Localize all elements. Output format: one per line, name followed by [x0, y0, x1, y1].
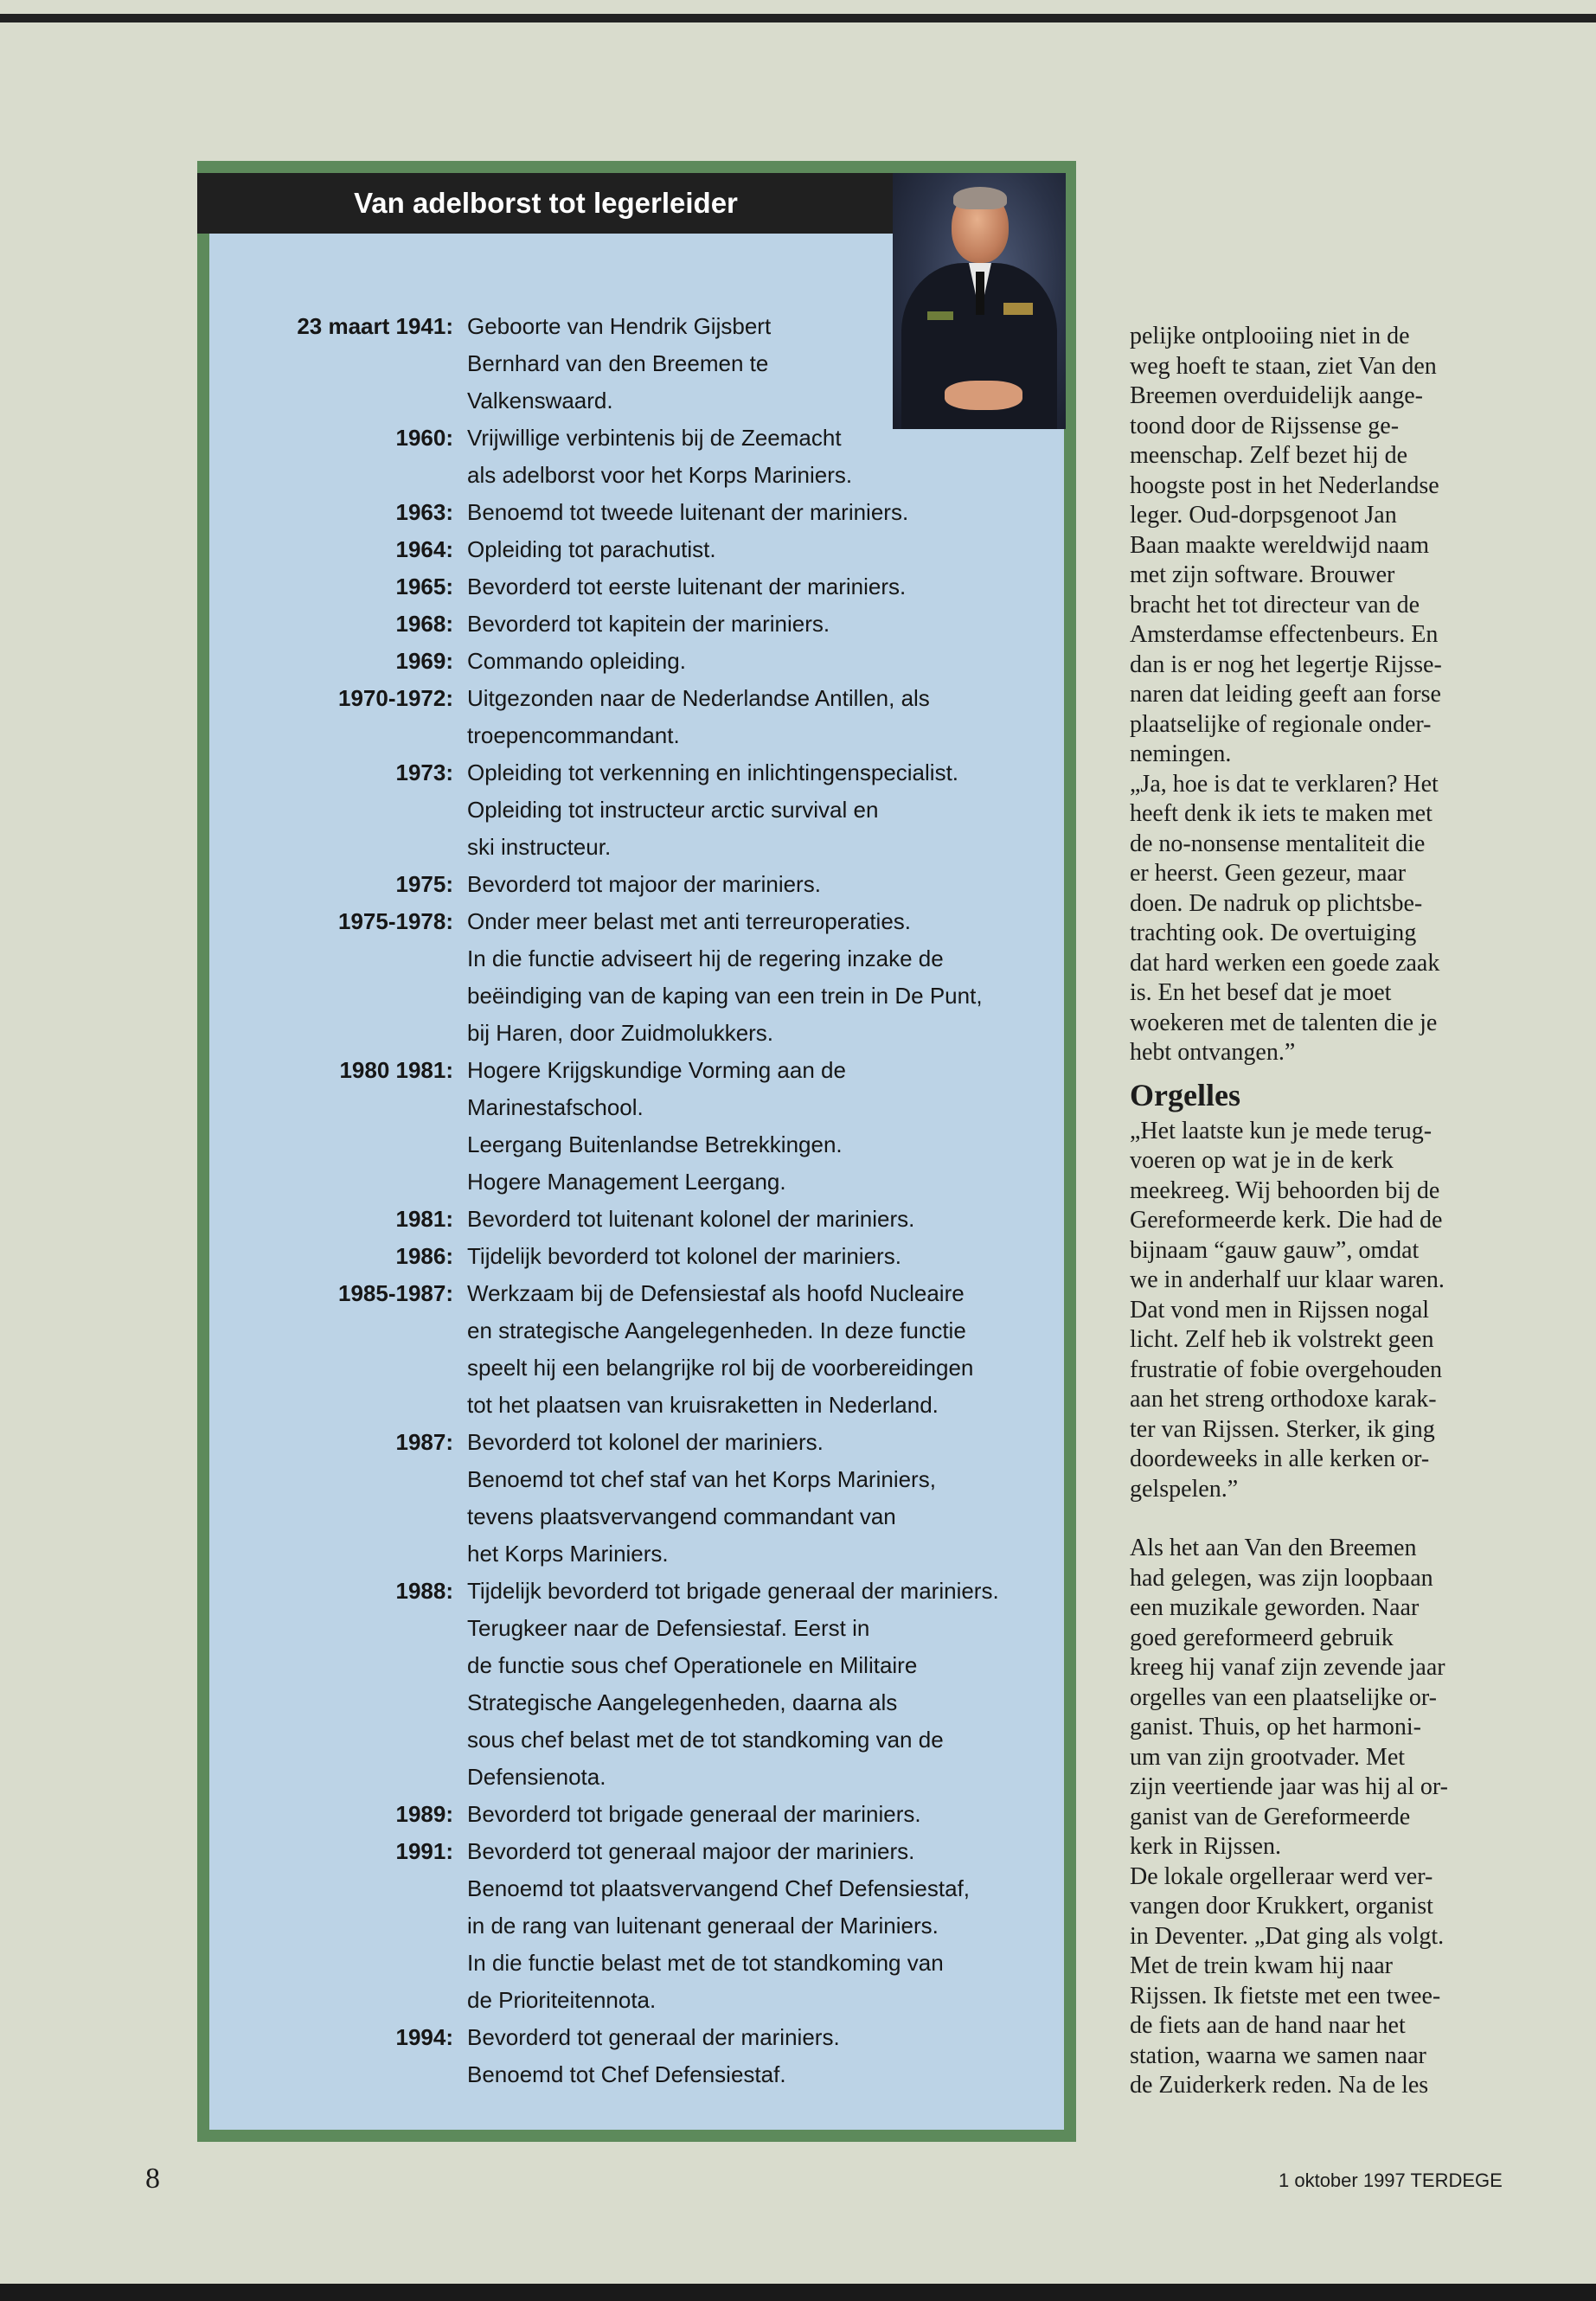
entry-date: 1989: [395, 1801, 453, 1827]
entry-line: Leergang Buitenlandse Betrekkingen. [467, 1131, 843, 1157]
article-line: heeft denk ik iets te maken met [1130, 800, 1433, 827]
entry-line: de functie sous chef Operationele en Militaire [467, 1652, 918, 1678]
entry-date: 1991: [395, 1838, 453, 1864]
article-line: „Het laatste kun je mede terug- [1130, 1117, 1433, 1144]
article-line: doen. De nadruk op plichtsbe- [1130, 889, 1423, 917]
entry-line: Bevorderd tot luitenant kolonel der mariniers. [467, 1206, 915, 1232]
timeline-entry [225, 420, 1055, 494]
article-paragraph-3 [1130, 1534, 1493, 2101]
footer-issue: 1 oktober 1997 TERDEGE [1279, 2170, 1503, 2191]
article-line: um van zijn grootvader. Met [1130, 1743, 1406, 1771]
entry-line: In die functie adviseert hij de regering inzake de [467, 945, 944, 971]
entry-line: Vrijwillige verbintenis bij de Zeemacht [467, 425, 842, 451]
article-line: dat hard werken een goede zaak [1130, 949, 1440, 977]
article-column [1130, 322, 1493, 2101]
entry-description [467, 680, 1055, 754]
entry-description [467, 568, 1055, 606]
entry-line: het Korps Mariniers. [467, 1541, 669, 1567]
entry-line: Benoemd tot tweede luitenant der mariniers. [467, 499, 909, 525]
article-line: de fiets aan de hand naar het [1130, 2012, 1406, 2039]
timeline-entry [225, 1424, 1055, 1573]
article-line: voeren op wat je in de kerk [1130, 1147, 1394, 1174]
entry-line: Commando opleiding. [467, 648, 686, 674]
entry-date: 1975: [395, 871, 453, 897]
entry-description [467, 308, 1055, 420]
article-line: de no-nonsense mentaliteit die [1130, 830, 1426, 857]
article-line: hoogste post in het Nederlandse [1130, 471, 1439, 499]
article-line: kreeg hij vanaf zijn zevende jaar [1130, 1654, 1445, 1681]
entry-line: Valkenswaard. [467, 388, 613, 413]
timeline-entry [225, 754, 1055, 866]
article-line: Breemen overduidelijk aange- [1130, 382, 1423, 409]
article-line: zijn veertiende jaar was hij al or- [1130, 1773, 1448, 1800]
article-line: ganist. Thuis, op het harmoni- [1130, 1714, 1421, 1740]
entry-line: en strategische Aangelegenheden. In deze functie [467, 1317, 966, 1343]
timeline-entry [225, 903, 1055, 1052]
entry-line: als adelborst voor het Korps Mariniers. [467, 462, 853, 488]
timeline-entry [225, 1573, 1055, 1796]
article-line: weg hoeft te staan, ziet Van den [1130, 352, 1437, 380]
article-paragraph-2 [1130, 1117, 1493, 1505]
article-line: met zijn software. Brouwer [1130, 561, 1395, 588]
entry-description [467, 1052, 1055, 1201]
entry-line: tevens plaatsvervangend commandant van [467, 1503, 896, 1529]
timeline-entry [225, 531, 1055, 568]
entry-line: Opleiding tot parachutist. [467, 536, 716, 562]
timeline-entry [225, 1052, 1055, 1201]
timeline-entry [225, 568, 1055, 606]
entry-line: Bernhard van den Breemen te [467, 350, 769, 376]
entry-date: 1970-1972: [338, 685, 453, 711]
entry-description [467, 1275, 1055, 1424]
entry-line: Bevorderd tot eerste luitenant der mariniers. [467, 574, 907, 599]
article-line: we in anderhalf uur klaar waren. [1130, 1266, 1445, 1293]
article-line: naren dat leiding geeft aan forse [1130, 681, 1441, 708]
article-line: Als het aan Van den Breemen [1130, 1535, 1417, 1561]
entry-line: de Prioriteitennota. [467, 1987, 657, 2013]
entry-date: 23 maart 1941: [297, 313, 453, 339]
entry-line: sous chef belast met de tot standkoming van de [467, 1727, 944, 1753]
article-line: Amsterdamse effectenbeurs. En [1130, 621, 1439, 648]
article-line: meenschap. Zelf bezet hij de [1130, 442, 1408, 469]
entry-date: 1969: [395, 648, 453, 674]
article-line: frustratie of fobie overgehouden [1130, 1356, 1443, 1383]
entry-date: 1981: [395, 1206, 453, 1232]
article-line: doordeweeks in alle kerken or- [1130, 1445, 1430, 1472]
article-line: nemingen. [1130, 740, 1232, 767]
entry-line: Benoemd tot plaatsvervangend Chef Defensiestaf, [467, 1875, 971, 1901]
entry-line: Strategische Aangelegenheden, daarna als [467, 1689, 898, 1715]
article-line: woekeren met de talenten die je [1130, 1009, 1438, 1036]
entry-date: 1973: [395, 760, 453, 785]
entry-line: Bevorderd tot brigade generaal der mariniers. [467, 1801, 921, 1827]
entry-line: Opleiding tot instructeur arctic survival en [467, 797, 879, 823]
entry-line: Tijdelijk bevorderd tot brigade generaal der mariniers. [467, 1578, 999, 1604]
top-rule [0, 14, 1596, 22]
article-line: De lokale orgelleraar werd ver- [1130, 1862, 1433, 1890]
article-line: bijnaam “gauw gauw”, omdat [1130, 1236, 1420, 1264]
article-line: is. En het besef dat je moet [1130, 979, 1392, 1006]
entry-line: Bevorderd tot kolonel der mariniers. [467, 1429, 824, 1455]
entry-line: speelt hij een belangrijke rol bij de voorbereidingen [467, 1355, 974, 1381]
entry-description [467, 1424, 1055, 1573]
article-line: leger. Oud-dorpsgenoot Jan [1130, 502, 1397, 529]
timeline-entry [225, 494, 1055, 531]
timeline-entry [225, 2019, 1055, 2093]
entry-line: In die functie belast met de tot standkoming van [467, 1950, 944, 1976]
entry-date: 1968: [395, 611, 453, 637]
entry-line: Geboorte van Hendrik Gijsbert [467, 313, 772, 339]
timeline-entry [225, 606, 1055, 643]
entry-line: Onder meer belast met anti terreuroperaties. [467, 908, 912, 934]
entry-line: Benoemd tot chef staf van het Korps Mariniers, [467, 1466, 936, 1492]
entry-description [467, 1833, 1055, 2019]
entry-line: Terugkeer naar de Defensiestaf. Eerst in [467, 1615, 870, 1641]
entry-date: 1985-1987: [338, 1280, 453, 1306]
article-line: aan het streng orthodoxe karak- [1130, 1386, 1437, 1413]
article-line: toond door de Rijssense ge- [1130, 412, 1400, 439]
timeline-entry [225, 680, 1055, 754]
article-line: station, waarna we samen naar [1130, 2041, 1426, 2069]
portrait-hair [953, 187, 1007, 209]
article-line: goed gereformeerd gebruik [1130, 1624, 1394, 1651]
article-line: hebt ontvangen.” [1130, 1039, 1296, 1066]
timeline-entry [225, 1238, 1055, 1275]
entry-line: beëindiging van de kaping van een trein in De Punt, [467, 983, 983, 1009]
article-paragraph-1 [1130, 322, 1493, 1068]
article-line: Rijssen. Ik fietste met een twee- [1130, 1982, 1441, 2009]
entry-description [467, 2019, 1055, 2093]
entry-date: 1965: [395, 574, 453, 599]
entry-line: Hogere Krijgskundige Vorming aan de [467, 1057, 846, 1083]
entry-line: Defensienota. [467, 1764, 606, 1790]
article-line: er heerst. Geen gezeur, maar [1130, 860, 1407, 887]
timeline-entry [225, 1796, 1055, 1833]
timeline-entry [225, 308, 1055, 420]
entry-line: Tijdelijk bevorderd tot kolonel der mariniers. [467, 1243, 901, 1269]
entry-date: 1987: [395, 1429, 453, 1455]
article-line: Met de trein kwam hij naar [1130, 1952, 1394, 1979]
entry-description [467, 531, 1055, 568]
entry-line: in de rang van luitenant generaal der Mariniers. [467, 1913, 939, 1939]
entry-line: Benoemd tot Chef Defensiestaf. [467, 2061, 786, 2087]
article-line: orgelles van een plaatselijke or- [1130, 1683, 1438, 1711]
article-line: kerk in Rijssen. [1130, 1833, 1281, 1860]
entry-description [467, 1238, 1055, 1275]
paragraph-gap [1130, 1504, 1493, 1534]
entry-line: Bevorderd tot kapitein der mariniers. [467, 611, 830, 637]
article-line: Gereformeerde kerk. Die had de [1130, 1207, 1443, 1234]
entry-description [467, 1573, 1055, 1796]
article-line: trachting ook. De overtuiging [1130, 920, 1417, 946]
article-line: pelijke ontplooiing niet in de [1130, 323, 1410, 349]
timeline-entry [225, 1275, 1055, 1424]
entry-description [467, 1201, 1055, 1238]
article-line: plaatselijke of regionale onder- [1130, 710, 1432, 738]
box-title: Van adelborst tot legerleider [197, 173, 894, 234]
article-line: „Ja, hoe is dat te verklaren? Het [1130, 770, 1439, 798]
timeline-entry [225, 643, 1055, 680]
timeline-entry [225, 866, 1055, 903]
entry-line: Bevorderd tot generaal der mariniers. [467, 2024, 840, 2050]
entry-line: Opleiding tot verkenning en inlichtingenspecialist. [467, 760, 959, 785]
article-line: licht. Zelf heb ik volstrekt geen [1130, 1326, 1434, 1353]
entry-date: 1988: [395, 1578, 453, 1604]
entry-description [467, 866, 1055, 903]
article-line: de Zuiderkerk reden. Na de les [1130, 2072, 1429, 2099]
entry-line: tot het plaatsen van kruisraketten in Nederland. [467, 1392, 939, 1418]
page-number: 8 [145, 2163, 160, 2195]
article-line: Dat vond men in Rijssen nogal [1130, 1296, 1430, 1324]
entry-line: Marinestafschool. [467, 1094, 644, 1120]
entry-line: ski instructeur. [467, 834, 612, 860]
article-line: Baan maakte wereldwijd naam [1130, 531, 1429, 559]
article-line: bracht het tot directeur van de [1130, 591, 1420, 619]
article-line: gelspelen.” [1130, 1475, 1239, 1503]
entry-description [467, 643, 1055, 680]
entry-line: bij Haren, door Zuidmolukkers. [467, 1020, 774, 1046]
timeline-entry [225, 1201, 1055, 1238]
article-line: ter van Rijssen. Sterker, ik ging [1130, 1415, 1435, 1443]
article-line: meekreeg. Wij behoorden bij de [1130, 1176, 1440, 1204]
timeline-entries [225, 308, 1055, 2093]
entry-date: 1963: [395, 499, 453, 525]
entry-line: troepencommandant. [467, 722, 680, 748]
article-line: in Deventer. „Dat ging als volgt. [1130, 1922, 1445, 1950]
article-line: had gelegen, was zijn loopbaan [1130, 1564, 1433, 1592]
section-heading: Orgelles [1130, 1077, 1240, 1112]
entry-date: 1994: [395, 2024, 453, 2050]
article-line: vangen door Krukkert, organist [1130, 1893, 1433, 1920]
entry-description [467, 606, 1055, 643]
entry-line: Bevorderd tot generaal majoor der mariniers. [467, 1838, 915, 1864]
entry-date: 1986: [395, 1243, 453, 1269]
entry-line: Werkzaam bij de Defensiestaf als hoofd Nucleaire [467, 1280, 965, 1306]
entry-line: Bevorderd tot majoor der mariniers. [467, 871, 821, 897]
article-line: dan is er nog het legertje Rijsse- [1130, 651, 1442, 678]
timeline-entry [225, 1833, 1055, 2019]
entry-line: Uitgezonden naar de Nederlandse Antillen, als [467, 685, 930, 711]
entry-line: Hogere Management Leergang. [467, 1169, 786, 1195]
entry-date: 1964: [395, 536, 453, 562]
entry-description [467, 494, 1055, 531]
article-line: ganist van de Gereformeerde [1130, 1803, 1411, 1830]
entry-description [467, 1796, 1055, 1833]
entry-description [467, 903, 1055, 1052]
entry-date: 1980 1981: [339, 1057, 453, 1083]
entry-description [467, 754, 1055, 866]
entry-date: 1975-1978: [338, 908, 453, 934]
entry-date: 1960: [395, 425, 453, 451]
article-line: een muzikale geworden. Naar [1130, 1594, 1420, 1621]
entry-description [467, 420, 1055, 494]
bottom-rule [0, 2284, 1596, 2301]
